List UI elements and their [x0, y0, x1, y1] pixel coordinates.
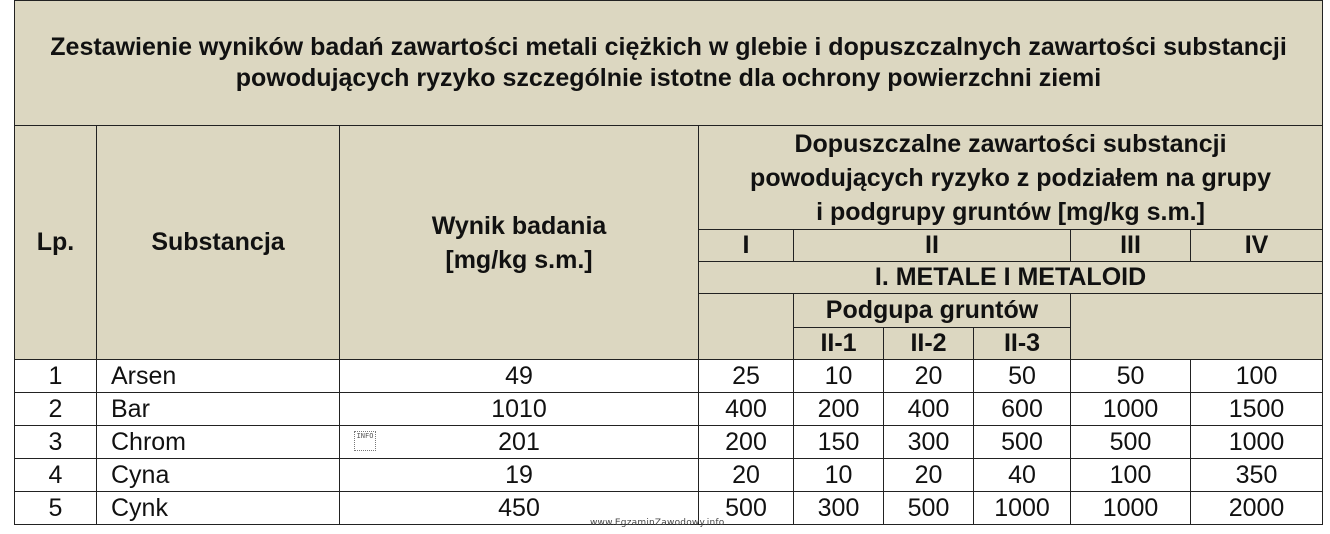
- header-allowed: [699, 126, 1323, 230]
- cell-g23: 40: [974, 459, 1071, 492]
- table-row: [15, 360, 1323, 393]
- cell-name: Chrom: [97, 426, 340, 459]
- header-allowed-line3: i podgrupy gruntów [mg/kg s.m.]: [816, 197, 1205, 226]
- cell-g1: 20: [699, 459, 794, 492]
- cell-result: 49: [340, 360, 699, 393]
- cell-name: Cyna: [97, 459, 340, 492]
- table-row: [15, 393, 1323, 426]
- header-result-line1: Wynik badania: [431, 211, 607, 240]
- header-allowed-line2: powodujących ryzyko z podziałem na grupy: [750, 163, 1271, 192]
- cell-g4: 100: [1191, 360, 1323, 393]
- cell-g21: 300: [794, 492, 884, 525]
- cell-g3: 1000: [1071, 492, 1191, 525]
- cell-g21: 10: [794, 360, 884, 393]
- cell-g22: 400: [884, 393, 974, 426]
- cell-g4: 1500: [1191, 393, 1323, 426]
- cell-g3: 100: [1071, 459, 1191, 492]
- header-section: I. METALE I METALOID: [699, 262, 1323, 294]
- cell-lp: 4: [15, 459, 97, 492]
- header-allowed-line1: Dopuszczalne zawartości substancji: [794, 129, 1227, 158]
- cell-g1: 25: [699, 360, 794, 393]
- cell-result: 1010: [340, 393, 699, 426]
- heavy-metals-table: [14, 0, 1323, 525]
- cell-g4: 2000: [1191, 492, 1323, 525]
- cell-g3: 50: [1071, 360, 1191, 393]
- header-empty-III-IV: [1071, 294, 1323, 360]
- cell-lp: 1: [15, 360, 97, 393]
- header-lp: Lp.: [15, 126, 97, 360]
- header-group-I: I: [699, 230, 794, 262]
- header-empty-I: [699, 294, 794, 360]
- cell-g1: 400: [699, 393, 794, 426]
- cell-g23: 50: [974, 360, 1071, 393]
- cell-g4: 1000: [1191, 426, 1323, 459]
- cell-lp: 3: [15, 426, 97, 459]
- cell-name: Arsen: [97, 360, 340, 393]
- cell-g3: 500: [1071, 426, 1191, 459]
- cell-g23: 600: [974, 393, 1071, 426]
- watermark: www.EgzaminZawodowy.info: [590, 518, 725, 528]
- table-title: Zestawienie wyników badań zawartości metali ciężkich w glebie i dopuszczalnych zawartości substancji powodujących ryzyko szczególnie istotne dla ochrony powierzchni ziemi: [15, 1, 1323, 126]
- cell-g23: 1000: [974, 492, 1071, 525]
- cell-lp: 5: [15, 492, 97, 525]
- info-icon: INFO: [354, 431, 376, 451]
- results-document: [14, 0, 1322, 527]
- table-row: [15, 426, 1323, 459]
- cell-g22: 20: [884, 360, 974, 393]
- cell-g21: 200: [794, 393, 884, 426]
- header-group-IV: IV: [1191, 230, 1323, 262]
- header-substance: Substancja: [97, 126, 340, 360]
- cell-g22: 20: [884, 459, 974, 492]
- cell-lp: 2: [15, 393, 97, 426]
- table-body: [15, 360, 1323, 525]
- cell-g21: 150: [794, 426, 884, 459]
- cell-g1: 200: [699, 426, 794, 459]
- header-sub-II3: II-3: [974, 328, 1071, 360]
- cell-result: 19: [340, 459, 699, 492]
- header-result-line2: [mg/kg s.m.]: [445, 245, 593, 274]
- header-group-II: II: [794, 230, 1071, 262]
- header-group-III: III: [1071, 230, 1191, 262]
- cell-g21: 10: [794, 459, 884, 492]
- cell-g22: 500: [884, 492, 974, 525]
- cell-g4: 350: [1191, 459, 1323, 492]
- cell-result: 201: [340, 426, 699, 459]
- header-sub-II1: II-1: [794, 328, 884, 360]
- cell-name: Bar: [97, 393, 340, 426]
- cell-g23: 500: [974, 426, 1071, 459]
- cell-result: 450: [340, 492, 699, 525]
- header-result: [340, 126, 699, 360]
- cell-g22: 300: [884, 426, 974, 459]
- cell-g1: 500: [699, 492, 794, 525]
- cell-g3: 1000: [1071, 393, 1191, 426]
- header-sub-II2: II-2: [884, 328, 974, 360]
- table-row: [15, 459, 1323, 492]
- cell-name: Cynk: [97, 492, 340, 525]
- header-subgroup: Podgupa gruntów: [794, 294, 1071, 328]
